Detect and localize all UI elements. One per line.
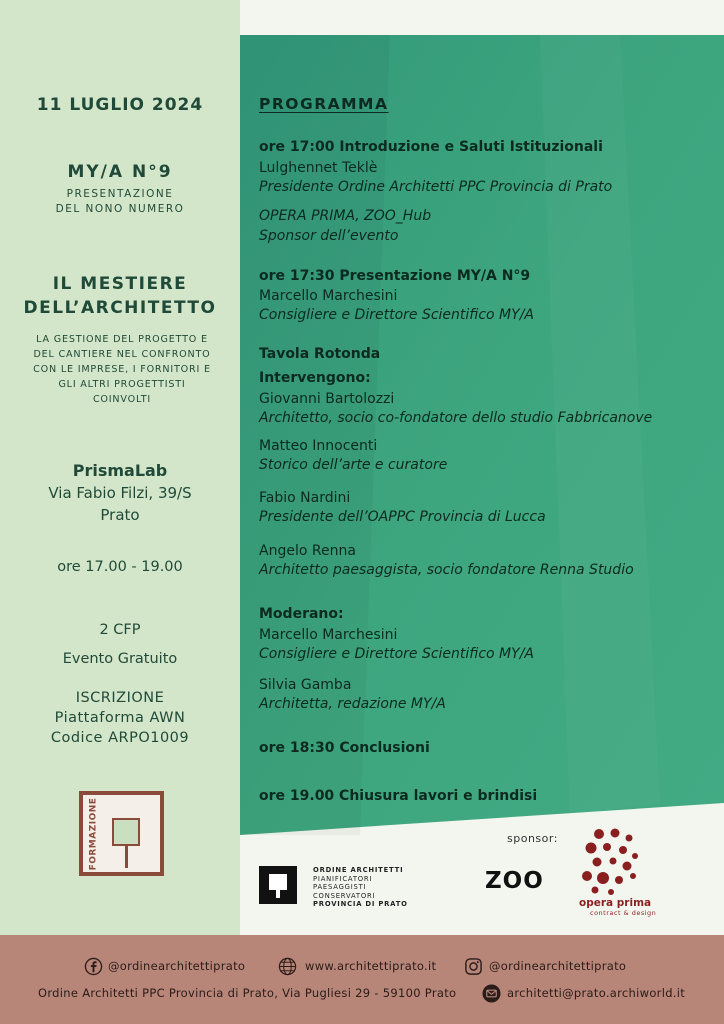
- venue: [0, 460, 240, 526]
- speaker-name: Fabio Nardini: [259, 490, 351, 506]
- speaker-role: Consigliere e Direttore Scientifico MY/A: [259, 646, 534, 662]
- speaker-role: Storico dell’arte e curatore: [259, 457, 448, 473]
- logo-stem: [125, 846, 128, 868]
- speaker-role: Presidente dell’OAPPC Provincia di Lucca: [259, 509, 546, 525]
- opera-prima-subtitle: contract & design: [590, 909, 657, 917]
- logo-window: [269, 874, 287, 890]
- issue-subtitle: [0, 187, 240, 217]
- ordine-architetti-text: [313, 866, 408, 909]
- sponsor-label: sponsor:: [507, 832, 558, 845]
- globe-icon[interactable]: [278, 957, 297, 976]
- programme-time-line: ore 17:00 Introduzione e Saluti Istituzionali: [259, 139, 603, 155]
- opera-prima-name: opera prima: [579, 897, 652, 909]
- formazione-logo: [79, 791, 164, 876]
- theme-subtitle-line: CON LE IMPRESE, I FORNITORI E: [33, 364, 211, 375]
- speaker-role: Architetta, redazione MY/A: [259, 696, 446, 712]
- speakers-heading: Intervengono:: [259, 370, 371, 386]
- logo-square: [112, 818, 140, 846]
- venue-name: PrismaLab: [72, 461, 168, 480]
- registration-line: ISCRIZIONE: [75, 690, 165, 706]
- instagram-icon[interactable]: [464, 957, 483, 976]
- theme-title-line: DELL’ARCHITETTO: [23, 298, 217, 318]
- programme-time-line: ore 17:30 Presentazione MY/A N°9: [259, 268, 531, 284]
- panel-background: [240, 35, 724, 835]
- ordine-text-line: ORDINE ARCHITETTI: [313, 866, 404, 874]
- programme-panel: [240, 35, 724, 835]
- event-date: 11 LUGLIO 2024: [36, 95, 204, 115]
- ordine-text-line: PAESAGGISTI: [313, 883, 367, 892]
- theme-subtitle-line: DEL CANTIERE NEL CONFRONTO: [33, 349, 211, 360]
- speaker-name: Angelo Renna: [259, 543, 356, 559]
- speaker-name: Silvia Gamba: [259, 677, 352, 693]
- website-link[interactable]: www.architettiprato.it: [305, 959, 437, 973]
- credits: [0, 616, 240, 674]
- footer-address: Ordine Architetti PPC Provincia di Prato, Via Pugliesi 29 - 59100 Prato: [38, 986, 457, 1000]
- round-table-title: Tavola Rotonda: [259, 346, 381, 362]
- ordine-architetti-logo: [259, 866, 297, 904]
- theme-title: [0, 272, 240, 320]
- instagram-handle[interactable]: @ordinearchitettiprato: [489, 959, 627, 973]
- speaker-name: Lulghennet Teklè: [259, 160, 378, 176]
- issue-subtitle-line: PRESENTAZIONE: [66, 188, 174, 200]
- theme-subtitle-line: GLI ALTRI PROGETTISTI: [58, 379, 186, 390]
- sponsor-role: Sponsor dell’evento: [259, 228, 399, 244]
- speaker-role: Consigliere e Direttore Scientifico MY/A: [259, 307, 534, 323]
- footer: [0, 935, 724, 1024]
- speaker-name: Matteo Innocenti: [259, 438, 378, 454]
- speaker-name: Marcello Marchesini: [259, 288, 398, 304]
- facebook-icon[interactable]: [84, 957, 103, 976]
- event-time: ore 17.00 - 19.00: [57, 559, 183, 575]
- sponsor-name: OPERA PRIMA, ZOO_Hub: [259, 208, 432, 224]
- speaker-role: Presidente Ordine Architetti PPC Provincia di Prato: [259, 179, 613, 195]
- venue-city: Prato: [100, 506, 140, 524]
- speaker-role: Architetto paesaggista, socio fondatore Renna Studio: [259, 562, 634, 578]
- cfp-credits: 2 CFP: [99, 622, 141, 638]
- ordine-text-line: PROVINCIA DI PRATO: [313, 900, 408, 909]
- programme-time-line: ore 19.00 Chiusura lavori e brindisi: [259, 788, 538, 804]
- ordine-text-line: PIANIFICATORI: [313, 874, 373, 883]
- moderators-heading: Moderano:: [259, 606, 344, 622]
- logo-stem: [276, 890, 280, 898]
- programme-time-line: ore 18:30 Conclusioni: [259, 740, 430, 756]
- speaker-role: Architetto, socio co-fondatore dello studio Fabbricanove: [259, 410, 653, 426]
- theme-title-line: IL MESTIERE: [52, 274, 188, 294]
- venue-address: Via Fabio Filzi, 39/S: [48, 484, 192, 502]
- theme-subtitle-line: LA GESTIONE DEL PROGETTO E: [36, 334, 208, 345]
- email-icon[interactable]: [482, 984, 501, 1003]
- zoo-logo: ZOO: [485, 868, 544, 894]
- free-event: Evento Gratuito: [62, 651, 178, 667]
- issue-title: MY/A N°9: [67, 162, 173, 182]
- speaker-name: Giovanni Bartolozzi: [259, 391, 395, 407]
- issue-subtitle-line: DEL NONO NUMERO: [55, 203, 185, 215]
- speaker-name: Marcello Marchesini: [259, 627, 398, 643]
- facebook-handle[interactable]: @ordinearchitettiprato: [108, 959, 246, 973]
- email-link[interactable]: architetti@prato.archiworld.it: [507, 986, 686, 1000]
- theme-subtitle-line: COINVOLTI: [92, 394, 152, 405]
- programme-title: PROGRAMMA: [259, 95, 389, 113]
- registration: [0, 688, 240, 748]
- formazione-label: FORMAZIONE: [88, 797, 99, 871]
- registration-line: Piattaforma AWN: [54, 710, 186, 726]
- registration-line: Codice ARPO1009: [50, 730, 190, 746]
- theme-subtitle: [12, 332, 232, 407]
- ordine-text-line: CONSERVATORI: [313, 891, 376, 900]
